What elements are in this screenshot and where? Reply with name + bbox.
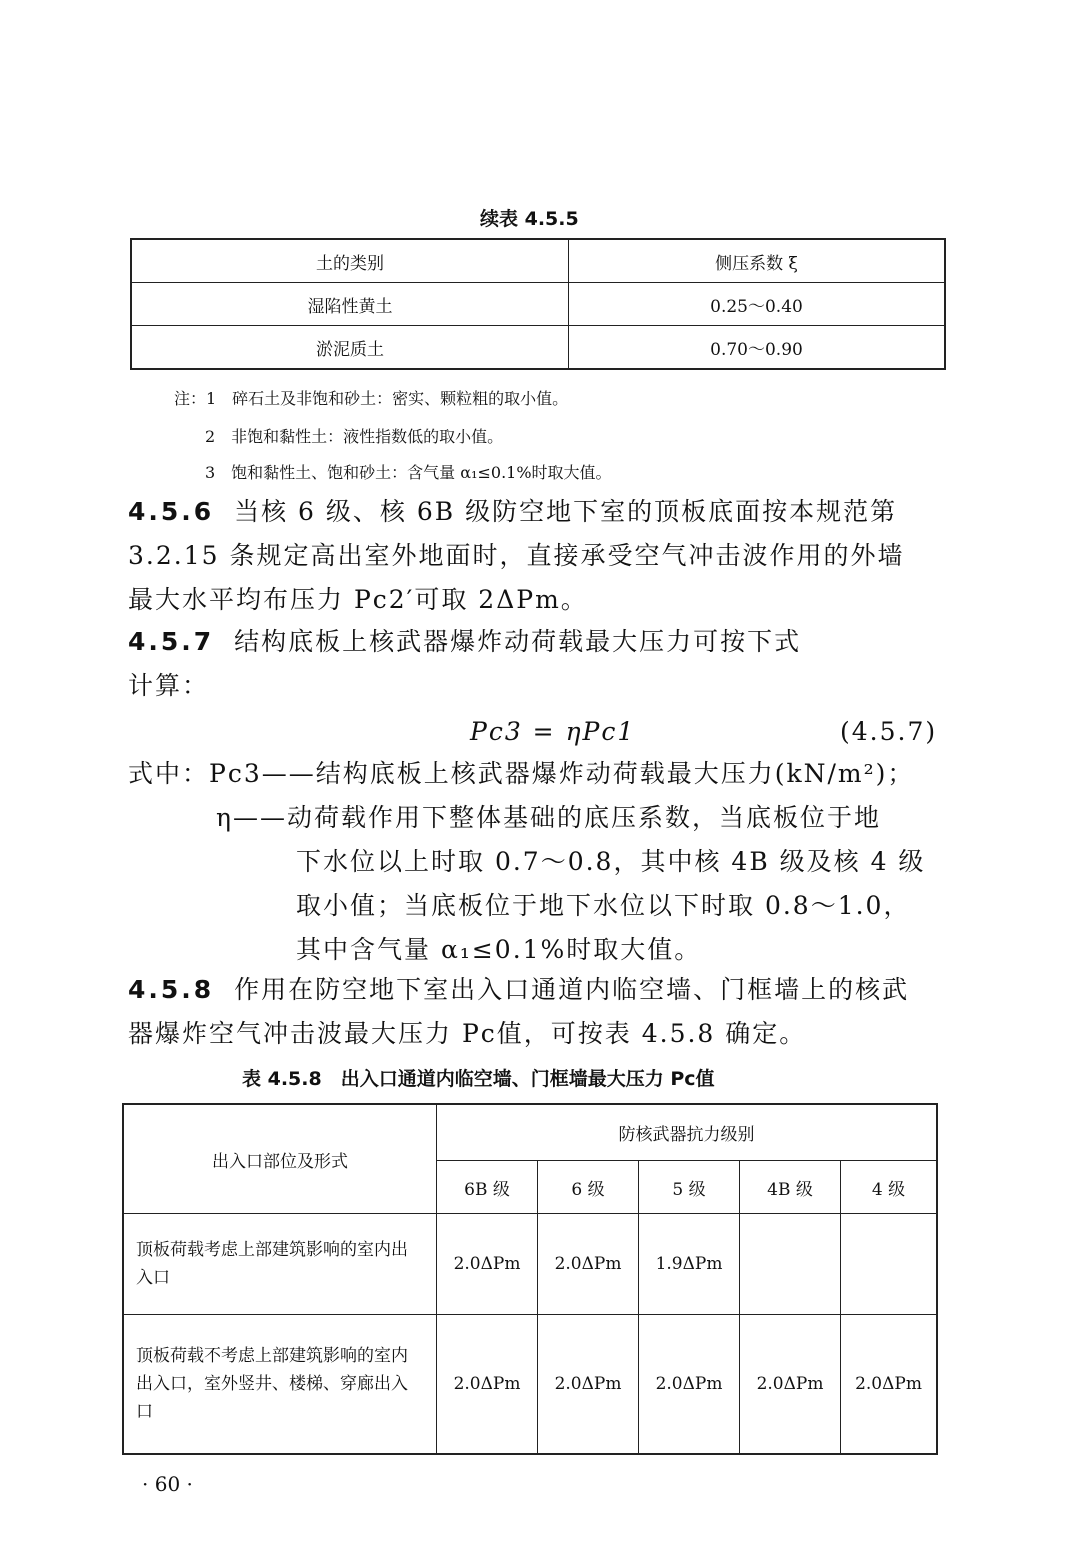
paragraph-line: 最大水平均布压力 Pc2′可取 2ΔPm。 xyxy=(128,585,588,614)
definition-pc3: 式中：Pc3——结构底板上核武器爆炸动荷载最大压力(kN/m²)； xyxy=(128,759,915,788)
definition-line: 下水位以上时取 0.7～0.8，其中核 4B 级及核 4 级 xyxy=(296,847,926,876)
table-note-3: 3 饱和黏性土、饱和砂土：含气量 α₁≤0.1%时取大值。 xyxy=(205,463,612,482)
pressure-cell: 2.0ΔPm xyxy=(740,1315,841,1455)
table-header-row xyxy=(123,1104,937,1161)
paragraph-line: 计算： xyxy=(128,671,210,700)
table-row xyxy=(131,326,945,370)
table-note-2: 2 非饱和黏性土：液性指数低的取小值。 xyxy=(205,427,504,446)
entrance-type-cell: 顶板荷载不考虑上部建筑影响的室内出入口，室外竖井、楼梯、穿廊出入口 xyxy=(123,1315,437,1455)
pressure-cell xyxy=(740,1214,841,1315)
table-row xyxy=(123,1315,937,1455)
coefficient-cell: 0.25～0.40 xyxy=(569,283,946,326)
pressure-cell: 2.0ΔPm xyxy=(639,1315,740,1455)
section-number: 4.5.7 xyxy=(128,627,215,656)
table1-caption: 续表 4.5.5 xyxy=(480,208,579,230)
paragraph-line: 结构底板上核武器爆炸动荷载最大压力可按下式 xyxy=(234,627,802,656)
table-row xyxy=(123,1214,937,1315)
section-4-5-6 xyxy=(128,490,904,622)
section-number: 4.5.8 xyxy=(128,975,215,1004)
header-entrance-type: 出入口部位及形式 xyxy=(123,1104,437,1214)
header-resistance-level: 防核武器抗力级别 xyxy=(437,1104,938,1161)
pressure-cell: 1.9ΔPm xyxy=(639,1214,740,1315)
pressure-cell xyxy=(841,1214,938,1315)
pressure-cell: 2.0ΔPm xyxy=(437,1214,538,1315)
definition-line: 取小值；当底板位于地下水位以下时取 0.8～1.0， xyxy=(296,891,911,920)
paragraph-line: 当核 6 级、核 6B 级防空地下室的顶板底面按本规范第 xyxy=(234,497,898,526)
paragraph-line: 作用在防空地下室出入口通道内临空墙、门框墙上的核武 xyxy=(234,975,910,1004)
coefficient-cell: 0.70～0.90 xyxy=(569,326,946,370)
section-number: 4.5.6 xyxy=(128,497,215,526)
soil-lateral-pressure-table xyxy=(130,238,946,370)
entrance-type-cell: 顶板荷载考虑上部建筑影响的室内出入口 xyxy=(123,1214,437,1315)
soil-type-cell: 湿陷性黄土 xyxy=(131,283,569,326)
soil-type-cell: 淤泥质土 xyxy=(131,326,569,370)
table2-caption: 表 4.5.8 出入口通道内临空墙、门框墙最大压力 Pc值 xyxy=(242,1068,715,1090)
level-header: 6B 级 xyxy=(437,1161,538,1214)
definition-eta: η——动荷载作用下整体基础的底压系数，当底板位于地 xyxy=(216,803,881,832)
paragraph-line: 3.2.15 条规定高出室外地面时，直接承受空气冲击波作用的外墙 xyxy=(128,541,905,570)
max-pressure-table xyxy=(122,1103,938,1455)
pressure-cell: 2.0ΔPm xyxy=(538,1214,639,1315)
level-header: 4 级 xyxy=(841,1161,938,1214)
header-soil-type: 土的类别 xyxy=(131,239,569,283)
pressure-cell: 2.0ΔPm xyxy=(538,1315,639,1455)
definition-line: 其中含气量 α₁≤0.1%时取大值。 xyxy=(296,935,702,964)
section-4-5-8 xyxy=(128,968,909,1056)
formula-number: (4.5.7) xyxy=(840,717,938,746)
header-lateral-coefficient: 侧压系数 ξ xyxy=(569,239,946,283)
section-4-5-7 xyxy=(128,620,801,708)
page-number: · 60 · xyxy=(142,1472,193,1496)
pressure-cell: 2.0ΔPm xyxy=(437,1315,538,1455)
level-header: 6 级 xyxy=(538,1161,639,1214)
paragraph-line: 器爆炸空气冲击波最大压力 Pc值，可按表 4.5.8 确定。 xyxy=(128,1019,807,1048)
table-row xyxy=(131,283,945,326)
level-header: 4B 级 xyxy=(740,1161,841,1214)
formula: Pc3 = ηPc1 xyxy=(470,717,636,746)
level-header: 5 级 xyxy=(639,1161,740,1214)
pressure-cell: 2.0ΔPm xyxy=(841,1315,938,1455)
table-note-1: 注：1 碎石土及非饱和砂土：密实、颗粒粗的取小值。 xyxy=(174,389,569,408)
formula-variable-definitions xyxy=(128,752,925,972)
table-header-row xyxy=(131,239,945,283)
